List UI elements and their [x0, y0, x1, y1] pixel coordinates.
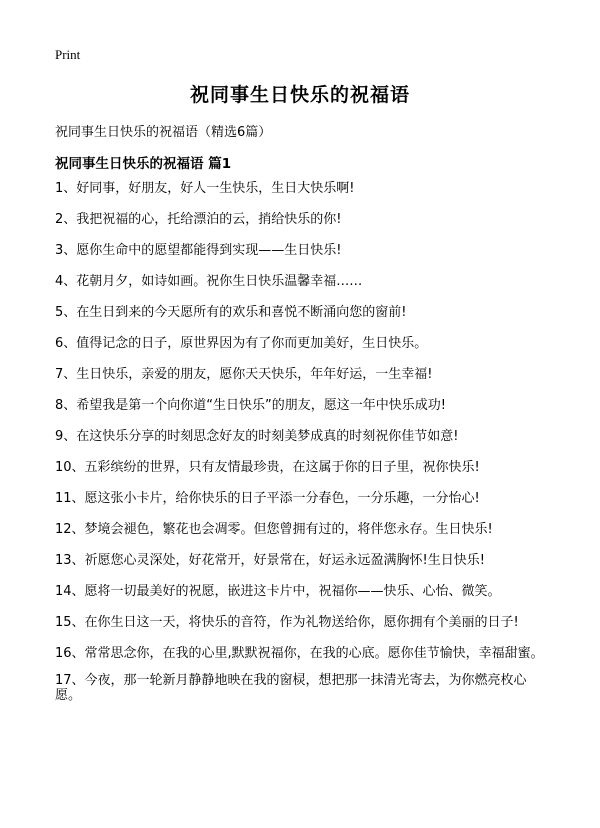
list-item: 5、在生日到来的今天愿所有的欢乐和喜悦不断涌向您的窗前! — [55, 305, 407, 320]
list-item: 7、生日快乐，亲爱的朋友，愿你天天快乐，年年好运，一生幸福! — [55, 367, 433, 382]
wishes-list — [55, 181, 550, 715]
list-item: 3、愿你生命中的愿望都能得到实现——生日快乐! — [55, 243, 342, 258]
page-subtitle: 祝同事生日快乐的祝福语（精选6篇） — [55, 125, 272, 140]
list-item: 12、梦境会褪色，繁花也会凋零。但您曾拥有过的，将伴您永存。生日快乐! — [55, 522, 493, 537]
list-item: 15、在你生日这一天，将快乐的音符，作为礼物送给你，愿你拥有个美丽的日子! — [55, 615, 519, 630]
section-heading: 祝同事生日快乐的祝福语 篇1 — [55, 156, 232, 172]
list-item: 2、我把祝福的心，托给漂泊的云，捎给快乐的你! — [55, 212, 342, 227]
print-link[interactable]: Print — [55, 47, 81, 62]
list-item: 10、五彩缤纷的世界，只有友情最珍贵，在这属于你的日子里，祝你快乐! — [55, 460, 480, 475]
list-item: 11、愿这张小卡片，给你快乐的日子平添一分春色，一分乐趣，一分怡心! — [55, 491, 480, 506]
list-item: 4、花朝月夕，如诗如画。祝你生日快乐温馨幸福…… — [55, 274, 363, 289]
list-item: 14、愿将一切最美好的祝愿，嵌进这卡片中，祝福你——快乐、心怡、微笑。 — [55, 584, 501, 599]
list-item: 17、今夜，那一轮新月静静地映在我的窗棂，想把那一抹清光寄去，为你燃亮枚心愿。 — [55, 673, 527, 703]
list-item: 9、在这快乐分享的时刻思念好友的时刻美梦成真的时刻祝你佳节如意! — [55, 429, 459, 444]
list-item: 6、值得记念的日子，原世界因为有了你而更加美好，生日快乐。 — [55, 336, 428, 351]
list-item: 1、好同事，好朋友，好人一生快乐，生日大快乐啊! — [55, 181, 355, 196]
list-item: 16、常常思念你，在我的心里,默默祝福你，在我的心底。愿你佳节愉快，幸福甜蜜。 — [55, 646, 544, 661]
list-item: 13、祈愿您心灵深处，好花常开，好景常在，好运永远盈满胸怀!生日快乐! — [55, 553, 485, 568]
page-title: 祝同事生日快乐的祝福语 — [189, 84, 410, 106]
list-item: 8、希望我是第一个向你道“生日快乐”的朋友，愿这一年中快乐成功! — [55, 398, 446, 413]
